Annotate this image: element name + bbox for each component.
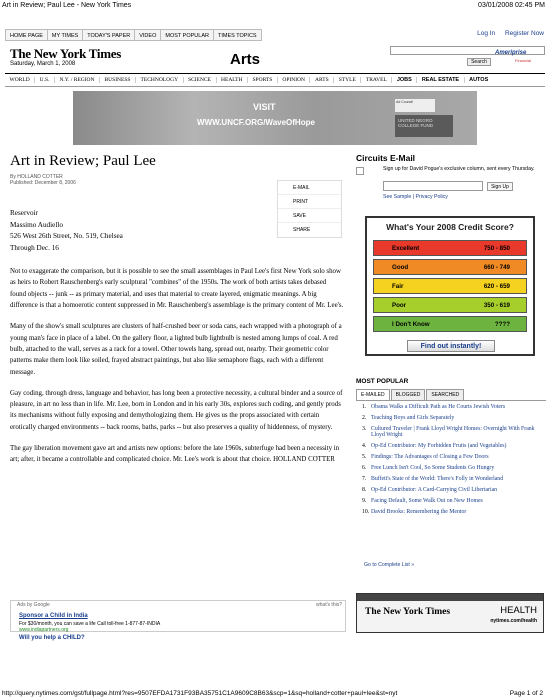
health-ad[interactable]	[356, 593, 544, 633]
exhibit-address: 526 West 26th Street, No. 519, Chelsea	[10, 232, 123, 240]
save-button[interactable]: SAVE	[278, 209, 341, 223]
credit-row-poor[interactable]	[373, 297, 527, 313]
article-title: Art in Review; Paul Lee	[10, 153, 156, 169]
exhibit-info	[10, 208, 123, 254]
print-title: Art in Review; Paul Lee - New York Times	[2, 2, 132, 9]
topnav-most-popular[interactable]: MOST POPULAR	[161, 30, 214, 40]
exhibit-title: Reservoir	[10, 209, 38, 217]
credit-range: 750 - 850	[483, 245, 510, 252]
login-link[interactable]: Log In	[477, 30, 496, 37]
nav-real-estate[interactable]: REAL ESTATE	[417, 77, 464, 83]
register-link[interactable]: Register Now	[504, 30, 544, 37]
list-item: 2. Teaching Boys and Girls Separately	[362, 414, 455, 421]
circuits-text: Sign up for David Pogue's exclusive column, sent every Thursday.	[383, 166, 535, 172]
masthead-date: Saturday, March 1, 2008	[10, 61, 76, 67]
credit-label: Excellent	[392, 245, 420, 252]
nav-science[interactable]: SCIENCE	[184, 77, 217, 83]
print-button[interactable]: PRINT	[278, 195, 341, 209]
circuits-title: Circuits E-Mail	[356, 153, 416, 163]
ad-stripe	[357, 594, 543, 601]
paragraph: Gay coding, through dress, language and behavior, has long been a protective necessity, a cultural binder and a source of pleasure, in art no less than in life. Mr. Lee, born in London and in his early 30s, explores such coding, and gently prods its mechanisms without fully exposing and demythologizing them. He gives us the props associated with certain erotically charged environments -- back rooms, baths, parks -- but also preserves a quality of hiddenness, of mystery.	[10, 389, 343, 431]
privacy-policy-link[interactable]: Privacy Policy	[415, 194, 448, 200]
popular-link[interactable]: David Brooks: Remembering the Mentor	[371, 508, 467, 515]
byline	[10, 174, 76, 186]
email-button[interactable]: E-MAIL	[278, 181, 341, 195]
tab-blogged[interactable]: BLOGGED	[391, 389, 426, 400]
credit-range: 660 - 749	[483, 264, 510, 271]
circuits-links	[383, 194, 448, 200]
credit-ad-title: What's Your 2008 Credit Score?	[386, 222, 514, 232]
byline-date: Published: December 8, 2006	[10, 180, 76, 186]
credit-range: ????	[494, 321, 510, 328]
credit-row-unknown[interactable]	[373, 316, 527, 332]
popular-link[interactable]: Teaching Boys and Girls Separately	[371, 414, 455, 421]
print-header	[0, 0, 549, 12]
nav-ny-region[interactable]: N.Y. / REGION	[55, 77, 100, 83]
banner-line2: WWW.UNCF.ORG/WaveOfHope	[197, 118, 315, 127]
credit-label: Fair	[392, 283, 404, 290]
popular-link[interactable]: Facing Default, Some Walk Out on New Homes	[371, 497, 483, 504]
credit-range: 350 - 619	[483, 302, 510, 309]
topnav-todays-paper[interactable]: TODAY'S PAPER	[83, 30, 135, 40]
section-nav	[5, 73, 545, 87]
print-timestamp: 03/01/2008 02:45 PM	[478, 2, 545, 9]
uncf-logo: UNITED NEGRO COLLEGE FUND	[395, 115, 453, 137]
top-nav	[5, 29, 262, 41]
topnav-home[interactable]: HOME PAGE	[6, 30, 48, 40]
complete-list-link[interactable]: Go to Complete List »	[364, 562, 415, 568]
popular-link[interactable]: Findings: The Advantages of Closing a Few Doors	[371, 454, 489, 461]
nav-world[interactable]: WORLD	[5, 77, 35, 83]
link-separator: |	[412, 194, 415, 200]
banner-line1: VISIT	[253, 102, 276, 112]
uncf-banner-ad[interactable]	[73, 91, 477, 145]
health-title: HEALTH	[500, 605, 537, 616]
page-url: http://query.nytimes.com/gst/fullpage.html?res=9507EFDA1731F93BA35751C1A9609C8B63&scp=1&sq=holland+cotter+paul+lee&st=nyt	[2, 690, 398, 697]
topnav-mytimes[interactable]: MY TIMES	[48, 30, 83, 40]
exhibit-dates: Through Dec. 16	[10, 243, 59, 252]
ads-label: Ads by Google	[17, 602, 50, 608]
list-item: 5. Findings: The Advantages of Closing a Few Doors	[362, 454, 489, 461]
tab-emailed[interactable]: E-MAILED	[356, 389, 390, 400]
paragraph: Not to exaggerate the comparison, but it is possible to see the small assemblages in Paul Lee's first New York solo show as heirs to Robert Rauschenberg's early sculptural "combines" of the 1950s. The work of both artists takes debased found objects -- junk -- as primary material, and uses that material to create layered, enigmatic meanings. A big difference is that a homoerotic content suppressed in Mr. Rauschenberg's assemblage is the primary content of Mr. Lee's.	[10, 268, 344, 310]
credit-label: I Don't Know	[392, 321, 430, 328]
popular-link[interactable]: Op-Ed Contributor: A Card-Carrying Civil Libertarian	[371, 486, 498, 493]
list-item: 8. Op-Ed Contributor: A Card-Carrying Civil Libertarian	[362, 486, 498, 493]
paragraph: Many of the show's small sculptures are clusters of half-crushed beer or soda cans, each wrapped with a photograph of a young man's face in place of a label. On the gallery floor, a lighted bulb lightbulb is nested among lumps of coal. A red bulb, attached to the wall, serves as a rack for a towel. Other towels hang, spread out, nearby. Their geometric color patterns make them look like soiled, frayed abstract paintings, but also like semaphore flags, each with a different message.	[10, 323, 342, 376]
article-body	[10, 266, 344, 475]
ad-text: For $30/month, you can save a life Call toll-free 1-877-87-INDIA	[19, 621, 161, 627]
credit-score-ad[interactable]	[365, 216, 535, 356]
topnav-video[interactable]: VIDEO	[135, 30, 161, 40]
nav-arts[interactable]: ARTS	[310, 77, 334, 83]
nav-technology[interactable]: TECHNOLOGY	[136, 77, 184, 83]
credit-row-fair[interactable]	[373, 278, 527, 294]
list-item: 6. Free Lunch Isn't Cool, So Some Students Go Hungry	[362, 465, 495, 472]
nav-sports[interactable]: SPORTS	[248, 77, 278, 83]
nav-us[interactable]: U.S.	[35, 77, 55, 83]
popular-link[interactable]: Buffett's State of the World: There's Folly in Wonderland	[371, 476, 504, 483]
most-popular-tabs	[356, 389, 546, 401]
sponsor-sub: Financial	[515, 58, 532, 63]
most-popular-list	[362, 404, 542, 520]
popular-link[interactable]: Obama Walks a Difficult Path as He Courts Jewish Voters	[371, 404, 506, 410]
credit-label: Good	[392, 264, 409, 271]
list-item: 3. Cultured Traveler | Frank Lloyd Wright Homes: Overnight With Frank Lloyd Wright	[362, 426, 542, 439]
nyt-logo: The New York Times	[365, 607, 451, 617]
nav-style[interactable]: STYLE	[334, 77, 361, 83]
circuits-thumbnail	[356, 167, 364, 175]
sponsor-logo[interactable]: Ameriprise	[495, 50, 527, 56]
nav-health[interactable]: HEALTH	[217, 77, 249, 83]
ad-link[interactable]: Sponsor a Child in India	[19, 613, 88, 619]
whats-this-link[interactable]: what's this?	[316, 602, 342, 608]
list-item: 7. Buffett's State of the World: There's Folly in Wonderland	[362, 476, 504, 483]
search-button[interactable]: Search	[467, 58, 491, 66]
nav-autos[interactable]: AUTOS	[469, 77, 489, 83]
account-links	[469, 30, 544, 37]
nav-opinion[interactable]: OPINION	[278, 77, 311, 83]
credit-label: Poor	[392, 302, 407, 309]
list-item: 9. Facing Default, Some Walk Out on New Homes	[362, 497, 483, 504]
ad-council-logo: Ad Council	[395, 99, 435, 112]
credit-row-excellent[interactable]	[373, 240, 527, 256]
google-ads	[10, 600, 346, 641]
health-url: nytimes.com/health	[490, 618, 537, 624]
share-button[interactable]: SHARE	[293, 227, 311, 233]
popular-link[interactable]: Op-Ed Contributor: My Forbidden Fruits (and Vegetables)	[371, 443, 507, 450]
topnav-times-topics[interactable]: TIMES TOPICS	[217, 33, 257, 39]
ad-url[interactable]: www.indiapartners.org	[19, 627, 69, 633]
popular-link[interactable]: Cultured Traveler | Frank Lloyd Wright Homes: Overnight With Frank Lloyd Wright	[371, 425, 535, 439]
list-item: 4. Op-Ed Contributor: My Forbidden Fruits (and Vegetables)	[362, 443, 507, 450]
page-number: Page 1 of 2	[509, 690, 543, 697]
nav-business[interactable]: BUSINESS	[100, 77, 136, 83]
credit-row-good[interactable]	[373, 259, 527, 275]
ad-link[interactable]: Will you help a CHILD?	[19, 635, 85, 641]
section-title: Arts	[230, 51, 261, 68]
byline-author: By HOLLAND COTTER	[10, 174, 63, 180]
nav-jobs[interactable]: JOBS	[392, 77, 417, 83]
article-tools	[277, 180, 342, 238]
see-sample-link[interactable]: See Sample	[383, 194, 412, 200]
nav-travel[interactable]: TRAVEL	[361, 77, 392, 83]
credit-range: 620 - 659	[483, 283, 510, 290]
exhibit-gallery: Massimo Audiello	[10, 220, 63, 229]
paragraph: The gay liberation movement gave art and artists new options: before the late 1960s, subterfuge had been a necessity in art; after, it became a controllable and complicated choice. Mr. Lee's work is about that choice. HOLLAND COTTER	[10, 444, 340, 464]
find-out-button[interactable]: Find out instantly!	[407, 340, 495, 352]
list-item: 10. David Brooks: Remembering the Mentor	[362, 508, 467, 515]
email-field[interactable]	[383, 181, 483, 191]
most-popular-title: MOST POPULAR	[356, 378, 409, 385]
signup-button[interactable]: Sign Up	[487, 182, 513, 191]
popular-link[interactable]: Free Lunch Isn't Cool, So Some Students Go Hungry	[371, 465, 495, 472]
nyt-logo[interactable]: The New York Times	[10, 46, 122, 61]
list-item: 1. Obama Walks a Difficult Path as He Courts Jewish Voters	[362, 404, 506, 410]
tab-searched[interactable]: SEARCHED	[426, 389, 464, 400]
